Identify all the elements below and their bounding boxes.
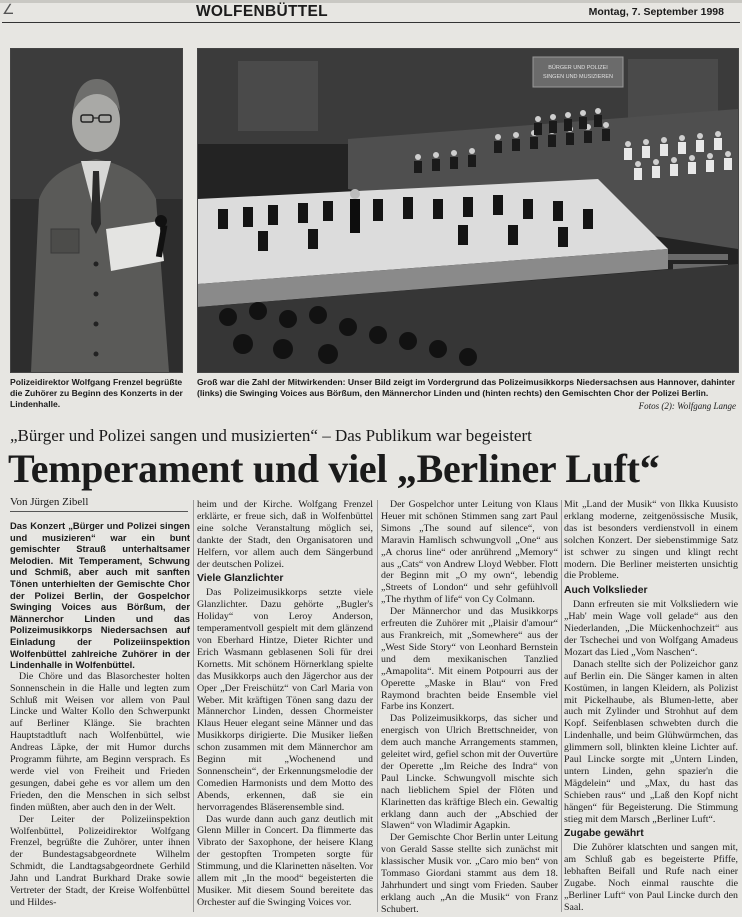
article-column-3 [381,499,558,916]
article-paragraph: Der Männerchor und das Musikkorps erfreuten die Zuhörer mit „Plaisir d'amour“ aus Frankreich, mit „Somewhere“ aus der „West Side Story“ von Leonhard Bernstein und dem mexikanischen Tanzlied „Amapolita“. Mit einem Potpourri aus der Operette „Maske in Blau“ von Fred Raymond brachten beide Ensemble viel Farbe ins Konzert. [381,606,558,713]
svg-text:SINGEN UND MUSIZIEREN: SINGEN UND MUSIZIEREN [543,74,613,80]
header-rule [2,22,740,23]
caption-left-photo: Polizeidirektor Wolfgang Frenzel begrüßte die Zuhörer zu Beginn des Konzerts in der Lindenhalle. [10,377,183,410]
article-kicker: „Bürger und Polizei sangen und musizierten“ – Das Publikum war begeistert [10,426,532,445]
column-divider [377,500,378,912]
article-paragraph: Das Polizeimusikkorps setzte viele Glanzlichter. Dazu gehörte „Bugler's Holiday“ von Leroy Anderson, temperamentvoll gespielt mit dem glänzend von Eberhard Hintze, Dieter Richter und Erich Wasmann geblasenen Soli für drei Kornetts. Mit schönem Hörnerklang spielte das Musikkorps auch den Jägerchor aus der Oper „Der Freischütz“ von Carl Maria von Weber. Mit kräftigen Tönen sang dazu der Männerchor Linden, dessen Chormeister Klaus Heuer elegant seine Männer und das Musikkorps dirigierte. Die Musiker ließen schon zusammen mit dem Männerchor am Beginn mit „Wochenend und Sonnenschein“, der Erkennungsmelodie der Comedien Harmonists und dem Motto des Abends, erkennen, daß sie ein hervorragendes Bläserensemble sind. [197,587,373,813]
article-paragraph: Die Zuhörer klatschten und sangen mit, am Schluß gab es begeisterte Pfiffe, lebhaften Beifall und Rufe nach einer Zugabe. Noch einmal rauschte die „Berliner Luft“ von Paul Lincke durch den Saal. [564,842,738,913]
article-paragraph: Der Leiter der Polizeiinspektion Wolfenbüttel, Polizeidirektor Wolfgang Frenzel, begrüßte die Zuhörer, unter ihnen der Bundestagsabgeordnete Wilhelm Schmidt, die Landtagsabgeordnete Gerhild Jahn und Landrat Burkhard Drake sowie Vertreter der Stadt, der Kreise Wolfenbüttel und Hildes- [10,813,190,908]
column-divider [561,500,562,912]
issue-date: Montag, 7. September 1998 [588,6,724,18]
fold-mark-icon: ∠ [2,2,15,18]
article-column-1 [10,520,190,909]
article-paragraph: heim und der Kirche. Wolfgang Frenzel erklärte, er freue sich, daß in Wolfenbüttel eine solche Veranstaltung möglich sei, dankte der Stadt, den Organisatoren und Helfern, vor allem auch dem Sängerbund der deutschen Polizei. [197,499,373,570]
article-headline: Temperament und viel „Berliner Luft“ [8,446,660,491]
top-edge-rule [0,0,742,3]
article-paragraph: Das Polizeimusikkorps, das sicher und energisch von Ulrich Brettschneider, von dem auch manche Arrangements stammen, geleitet wird, gefiel schon mit der Ouvertüre der Operette „Im Reiche des Indra“ von Paul Lincke. Schwungvoll mischte sich nach lieblichem Spiel der Flöten und Klarinetten das kräftige Blech ein. Gewaltig erklang dann auch der „Abschied der Slawen“ von Wladimir Agapkin. [381,713,558,832]
subheading: Zugabe gewährt [564,828,644,840]
article-byline: Von Jürgen Zibell [10,496,89,508]
caption-right-photo: Groß war die Zahl der Mitwirkenden: Unser Bild zeigt im Vordergrund das Polizeimusikkorps Niedersachsen aus Hannover, dahinter (links) die Swinging Voices aus Börßum, den Männerchor Linden und (hinten rechts) den Gemischten Chor der Polizei Berlin. [197,377,736,399]
byline-rule [10,511,188,512]
subheading: Viele Glanzlichter [197,573,284,585]
concert-hall-image [198,49,738,372]
police-director-image [11,49,182,372]
subheading: Auch Volkslieder [564,585,648,597]
article-paragraph: Der Gemischte Chor Berlin unter Leitung von Gerald Sasse stellte sich zunächst mit klassischer Musik vor. „Caro mio ben“ von Tommaso Giordani stammt aus dem 18. Jahrhundert und singt vom Frieden. Sauber erklang auch „An die Musik“ von Franz Schubert. [381,832,558,915]
article-paragraph: Danach stellte sich der Polizeichor ganz auf Berlin ein. Die Sänger kamen in alten Kostümen, in langen Kleidern, als Polizist mit Pickelhaube, als Blumen-lette, aber auch mit Zylinder und Strohhut auf dem Kopf. Seifenblasen schwebten durch die Lindenhalle, und beim Glühwürmchen, das glimmern soll, blinkten kleine Lichter auf. Paul Lincke sorgte mit „Untern Linden, untern Linden, gehn spazier'n die Mägdelein“ und „Max, du hast das Schieben raus“ und „Laß den Kopf nicht hängen“ für Begeisterung. Die Stimmung stieg mit dem Marsch „Berliner Luft“. [564,658,738,825]
article-paragraph: Die Chöre und das Blasorchester holten Sonnenschein in die Halle und legten zum Schluß mit Weisen vor allem von Paul Lincke und Walter Kollo den Schwerpunkt auf Berliner Klänge. Sie brachten Hauptstadtluft nach Wolfenbüttel, wie Andreas Läpke, der mit Humor durchs Programm führte, am Beginn versprach. Es werde viel von Freiheit und Frieden gesungen, dabei gehe es vor allem um den Frieden, den die Menschen in sich selbst finden müßten, aber auch den in der Welt. [10,670,190,813]
section-title: WOLFENBÜTTEL [196,3,328,20]
banner-text: BÜRGER UND POLIZEI [548,65,608,71]
article-paragraph: Das wurde dann auch ganz deutlich mit Glenn Miller in Concert. Da flimmerte das Vibrato der Saxophone, der heisere Klang der gestopften Trompeten sorgte für Stimmung, und die Klarinetten näselten. Vor allem mit „In the mood“ begeisterten die Musiker. Mit diesem Sound bereitete das Orchester auf die Swinging Voices vor. [197,813,373,908]
article-lead: Das Konzert „Bürger und Polizei singen und musizieren“ war ein bunt gemischter Strauß unterhaltsamer Melodien. Mit Temperament, Schwung und Schmiß, aber auch mit sanften Tönen unterhielten der Gemischte Chor der Polizei Berlin, der Gospelchor Swinging Voices aus Börßum, der Männerchor Linden und das Polizeimusikkorps Niedersachsen auf Einladung der Polizeiinspektion Wolfenbüttel zahlreiche Zuhörer in der Lindenhalle in Wolfenbüttel. [10,520,190,671]
article-paragraph: Dann erfreuten sie mit Volksliedern wie „Hab' mein Wage voll gelade“ aus den Niederlanden, „Die Mückenhochzeit“ aus der Tschechei und von Wolfgang Amadeus Mozart das Lied „Vom Naschen“. [564,599,738,658]
article-column-2 [197,499,373,909]
column-divider [193,500,194,912]
article-column-4 [564,499,738,914]
photo-police-director [10,48,183,373]
photo-credit: Fotos (2): Wolfgang Lange [638,401,736,411]
photo-concert-hall [197,48,739,373]
article-paragraph: Mit „Land der Musik“ von Ilkka Kuusisto erklang moderne, zeitgenössische Musik, das ist besonders verdienstvoll in einem solchen Konzert. Der siebenstimmige Satz ist schwer zu singen und klingt recht modern. Die Berliner meisterten unsichtig die Probleme. [564,499,738,582]
article-paragraph: Der Gospelchor unter Leitung von Klaus Heuer mit schönen Stimmen sang zart Paul Simons „The sound auf silence“, von Maravin Hamlisch schwungvoll „One“ aus „A chorus line“ oder anrührend „Memory“ aus „Cats“ von Andrew Lloyd Webber. Flott der Beginn mit „O my own“, lebendig „Streets of London“ und sehr gefühlvoll „The rhythm of life“ von Cy Colmann. [381,499,558,606]
